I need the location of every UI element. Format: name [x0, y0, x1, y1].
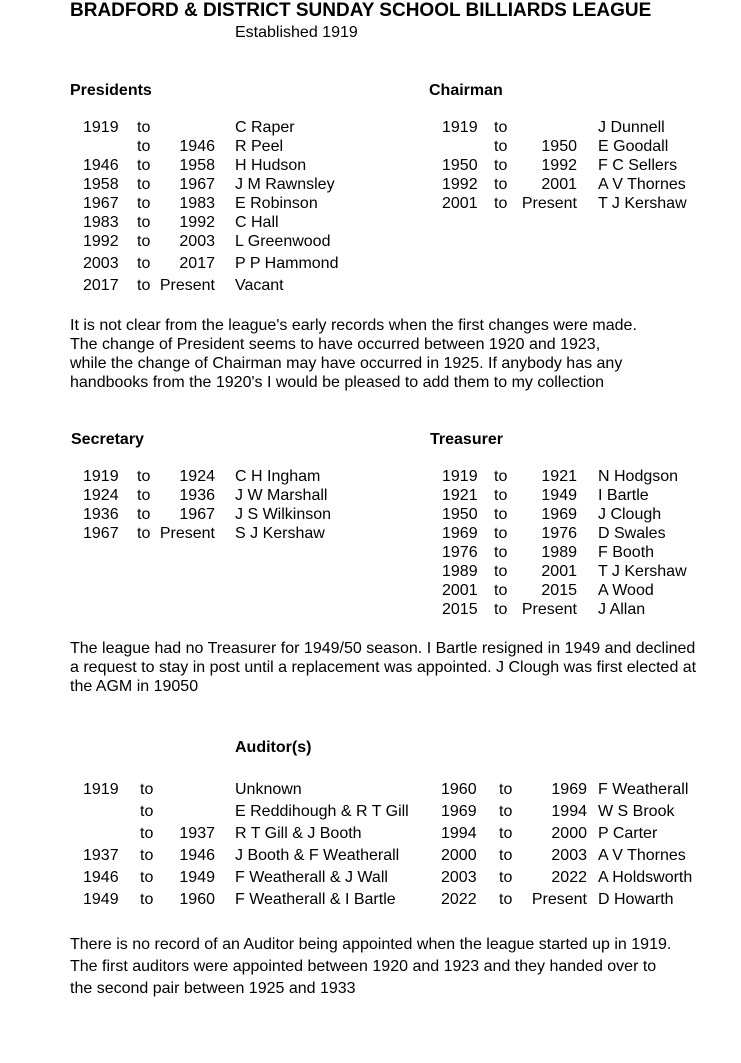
table-row: [0, 232, 741, 251]
cell-name: F Weatherall: [598, 781, 689, 798]
table-row: [0, 524, 741, 543]
cell-until: 1949: [179, 869, 215, 886]
cell-name: N Hodgson: [598, 468, 679, 485]
cell-to: to: [140, 781, 154, 798]
cell-from: 1967: [83, 525, 119, 542]
cell-from: 2022: [441, 891, 477, 908]
cell-to: to: [137, 468, 151, 485]
cell-from: 2001: [442, 195, 478, 212]
cell-to: to: [140, 869, 154, 886]
note-line: The first auditors were appointed between 1920 and 1923 and they handed over to: [70, 958, 657, 975]
table-row: [0, 276, 741, 295]
cell-to: to: [499, 803, 513, 820]
note-line: the second pair between 1925 and 1933: [70, 980, 356, 997]
cell-until: 2003: [179, 233, 215, 250]
note-line: a request to stay in post until a replacement was appointed. J Clough was first elected at: [70, 659, 697, 676]
cell-to: to: [494, 506, 508, 523]
cell-to: to: [494, 525, 508, 542]
cell-from: 1976: [442, 544, 478, 561]
cell-from: 1919: [83, 119, 119, 136]
cell-until: 1976: [541, 525, 577, 542]
cell-to: to: [137, 255, 151, 272]
cell-until: 2001: [541, 176, 577, 193]
cell-to: to: [494, 487, 508, 504]
cell-name: S J Kershaw: [235, 525, 325, 542]
table-row: [0, 137, 741, 156]
cell-from: 2017: [83, 277, 119, 294]
note-line: The league had no Treasurer for 1949/50 season. I Bartle resigned in 1949 and declined: [70, 640, 696, 657]
cell-from: 2003: [441, 869, 477, 886]
cell-until: 2022: [551, 869, 587, 886]
cell-name: F Weatherall & I Bartle: [235, 891, 396, 908]
cell-to: to: [499, 825, 513, 842]
cell-to: to: [137, 214, 151, 231]
cell-to: to: [494, 544, 508, 561]
cell-to: to: [137, 138, 151, 155]
treasurer-heading: Treasurer: [430, 431, 503, 448]
table-row: [0, 156, 741, 175]
auditors-note: [70, 935, 671, 1001]
note-line: It is not clear from the league's early records when the first changes were made.: [70, 317, 637, 334]
cell-to: to: [137, 119, 151, 136]
cell-name: J S Wilkinson: [235, 506, 332, 523]
cell-from: 1921: [442, 487, 478, 504]
cell-to: to: [137, 487, 151, 504]
cell-until: 2003: [551, 847, 587, 864]
cell-until: Present: [531, 891, 587, 908]
cell-name: F Booth: [598, 544, 655, 561]
cell-name: W S Brook: [598, 803, 675, 820]
cell-to: to: [137, 233, 151, 250]
cell-name: J M Rawnsley: [235, 176, 335, 193]
cell-to: to: [494, 582, 508, 599]
cell-until: 1946: [179, 138, 215, 155]
cell-from: 1949: [83, 891, 119, 908]
cell-name: J Dunnell: [598, 119, 665, 136]
cell-from: 2001: [442, 582, 478, 599]
note-line: The change of President seems to have occurred between 1920 and 1923,: [70, 336, 601, 353]
cell-to: to: [494, 468, 508, 485]
cell-to: to: [494, 119, 508, 136]
cell-until: Present: [159, 277, 215, 294]
cell-name: C H Ingham: [235, 468, 321, 485]
cell-name: A V Thornes: [598, 847, 686, 864]
cell-from: 1960: [441, 781, 477, 798]
cell-from: 1950: [442, 157, 478, 174]
table-row: [0, 505, 741, 524]
cell-to: to: [140, 803, 154, 820]
cell-from: 1924: [83, 487, 119, 504]
cell-until: 2001: [541, 563, 577, 580]
cell-to: to: [137, 157, 151, 174]
cell-until: 2000: [551, 825, 587, 842]
cell-until: 1969: [551, 781, 587, 798]
cell-from: 1936: [83, 506, 119, 523]
cell-to: to: [494, 563, 508, 580]
cell-until: 1937: [179, 825, 215, 842]
table-row: [0, 802, 741, 821]
table-row: [0, 467, 741, 486]
cell-to: to: [140, 825, 154, 842]
secretary-heading: Secretary: [71, 431, 144, 448]
cell-to: to: [494, 138, 508, 155]
cell-until: 1950: [541, 138, 577, 155]
cell-to: to: [137, 277, 151, 294]
cell-from: 1983: [83, 214, 119, 231]
cell-from: 2015: [442, 601, 478, 618]
cell-to: to: [494, 176, 508, 193]
table-row: [0, 780, 741, 799]
cell-to: to: [140, 891, 154, 908]
cell-name: C Raper: [235, 119, 295, 136]
cell-until: Present: [159, 525, 215, 542]
cell-from: 1994: [441, 825, 477, 842]
cell-from: 1950: [442, 506, 478, 523]
cell-name: A V Thornes: [598, 176, 686, 193]
cell-name: F C Sellers: [598, 157, 678, 174]
cell-until: 1958: [179, 157, 215, 174]
cell-name: A Holdsworth: [598, 869, 693, 886]
cell-from: 1919: [442, 119, 478, 136]
table-row: [0, 846, 741, 865]
cell-to: to: [137, 176, 151, 193]
cell-until: 2015: [541, 582, 577, 599]
cell-to: to: [494, 601, 508, 618]
cell-name: D Howarth: [598, 891, 674, 908]
table-row: [0, 486, 741, 505]
cell-name: J Clough: [598, 506, 662, 523]
cell-until: Present: [521, 195, 577, 212]
established-subtitle: Established 1919: [235, 24, 358, 41]
cell-to: to: [494, 157, 508, 174]
cell-name: P Carter: [598, 825, 658, 842]
cell-to: to: [137, 525, 151, 542]
cell-from: 1946: [83, 157, 119, 174]
cell-name: J W Marshall: [235, 487, 328, 504]
table-row: [0, 175, 741, 194]
auditors-heading: Auditor(s): [235, 739, 312, 756]
cell-from: 1958: [83, 176, 119, 193]
presidents-chairman-note: [70, 316, 637, 392]
table-row: [0, 562, 741, 581]
cell-from: 2000: [441, 847, 477, 864]
cell-to: to: [499, 891, 513, 908]
cell-name: H Hudson: [235, 157, 307, 174]
cell-from: 1969: [441, 803, 477, 820]
cell-from: 1989: [442, 563, 478, 580]
cell-until: 1936: [179, 487, 215, 504]
cell-name: J Booth & F Weatherall: [235, 847, 400, 864]
cell-to: to: [499, 847, 513, 864]
cell-name: R T Gill & J Booth: [235, 825, 362, 842]
cell-name: D Swales: [598, 525, 666, 542]
cell-name: R Peel: [235, 138, 284, 155]
cell-from: 1919: [83, 781, 119, 798]
note-line: the AGM in 19050: [70, 678, 199, 695]
cell-until: 1921: [541, 468, 577, 485]
treasurer-note: [70, 639, 696, 696]
cell-to: to: [494, 195, 508, 212]
cell-from: 1967: [83, 195, 119, 212]
cell-name: Unknown: [235, 781, 302, 798]
cell-from: 1919: [442, 468, 478, 485]
cell-name: T J Kershaw: [598, 195, 687, 212]
chairman-heading: Chairman: [429, 82, 503, 99]
cell-from: 1969: [442, 525, 478, 542]
cell-to: to: [499, 781, 513, 798]
cell-until: 1969: [541, 506, 577, 523]
cell-until: 1983: [179, 195, 215, 212]
cell-name: E Reddihough & R T Gill: [235, 803, 409, 820]
cell-from: 2003: [83, 255, 119, 272]
table-row: [0, 213, 741, 232]
cell-name: L Greenwood: [235, 233, 331, 250]
cell-from: 1992: [442, 176, 478, 193]
table-row: [0, 118, 741, 137]
cell-until: 1992: [541, 157, 577, 174]
cell-name: A Wood: [598, 582, 654, 599]
cell-until: 1924: [179, 468, 215, 485]
cell-name: E Goodall: [598, 138, 669, 155]
cell-name: F Weatherall & J Wall: [235, 869, 388, 886]
cell-name: T J Kershaw: [598, 563, 687, 580]
table-row: [0, 581, 741, 600]
table-row: [0, 194, 741, 213]
cell-until: 1960: [179, 891, 215, 908]
cell-until: Present: [521, 601, 577, 618]
table-row: [0, 824, 741, 843]
cell-until: 1949: [541, 487, 577, 504]
cell-to: to: [137, 195, 151, 212]
cell-name: C Hall: [235, 214, 279, 231]
cell-from: 1937: [83, 847, 119, 864]
cell-until: 1946: [179, 847, 215, 864]
cell-to: to: [140, 847, 154, 864]
table-row: [0, 543, 741, 562]
cell-to: to: [499, 869, 513, 886]
cell-until: 1989: [541, 544, 577, 561]
cell-name: P P Hammond: [235, 255, 339, 272]
cell-from: 1992: [83, 233, 119, 250]
table-row: [0, 254, 741, 273]
note-line: while the change of Chairman may have occurred in 1925. If anybody has any: [70, 355, 623, 372]
cell-name: E Robinson: [235, 195, 318, 212]
cell-until: 1994: [551, 803, 587, 820]
cell-from: 1946: [83, 869, 119, 886]
cell-to: to: [137, 506, 151, 523]
page-title: BRADFORD & DISTRICT SUNDAY SCHOOL BILLIARDS LEAGUE: [70, 0, 652, 21]
cell-name: Vacant: [235, 277, 284, 294]
cell-until: 1967: [179, 176, 215, 193]
cell-name: I Bartle: [598, 487, 649, 504]
table-row: [0, 600, 741, 619]
note-line: There is no record of an Auditor being appointed when the league started up in 1919.: [70, 936, 672, 953]
cell-name: J Allan: [598, 601, 646, 618]
cell-until: 2017: [179, 255, 215, 272]
table-row: [0, 890, 741, 909]
note-line: handbooks from the 1920's I would be pleased to add them to my collection: [70, 374, 605, 391]
table-row: [0, 868, 741, 887]
cell-from: 1919: [83, 468, 119, 485]
cell-until: 1992: [179, 214, 215, 231]
cell-until: 1967: [179, 506, 215, 523]
presidents-heading: Presidents: [70, 82, 152, 99]
